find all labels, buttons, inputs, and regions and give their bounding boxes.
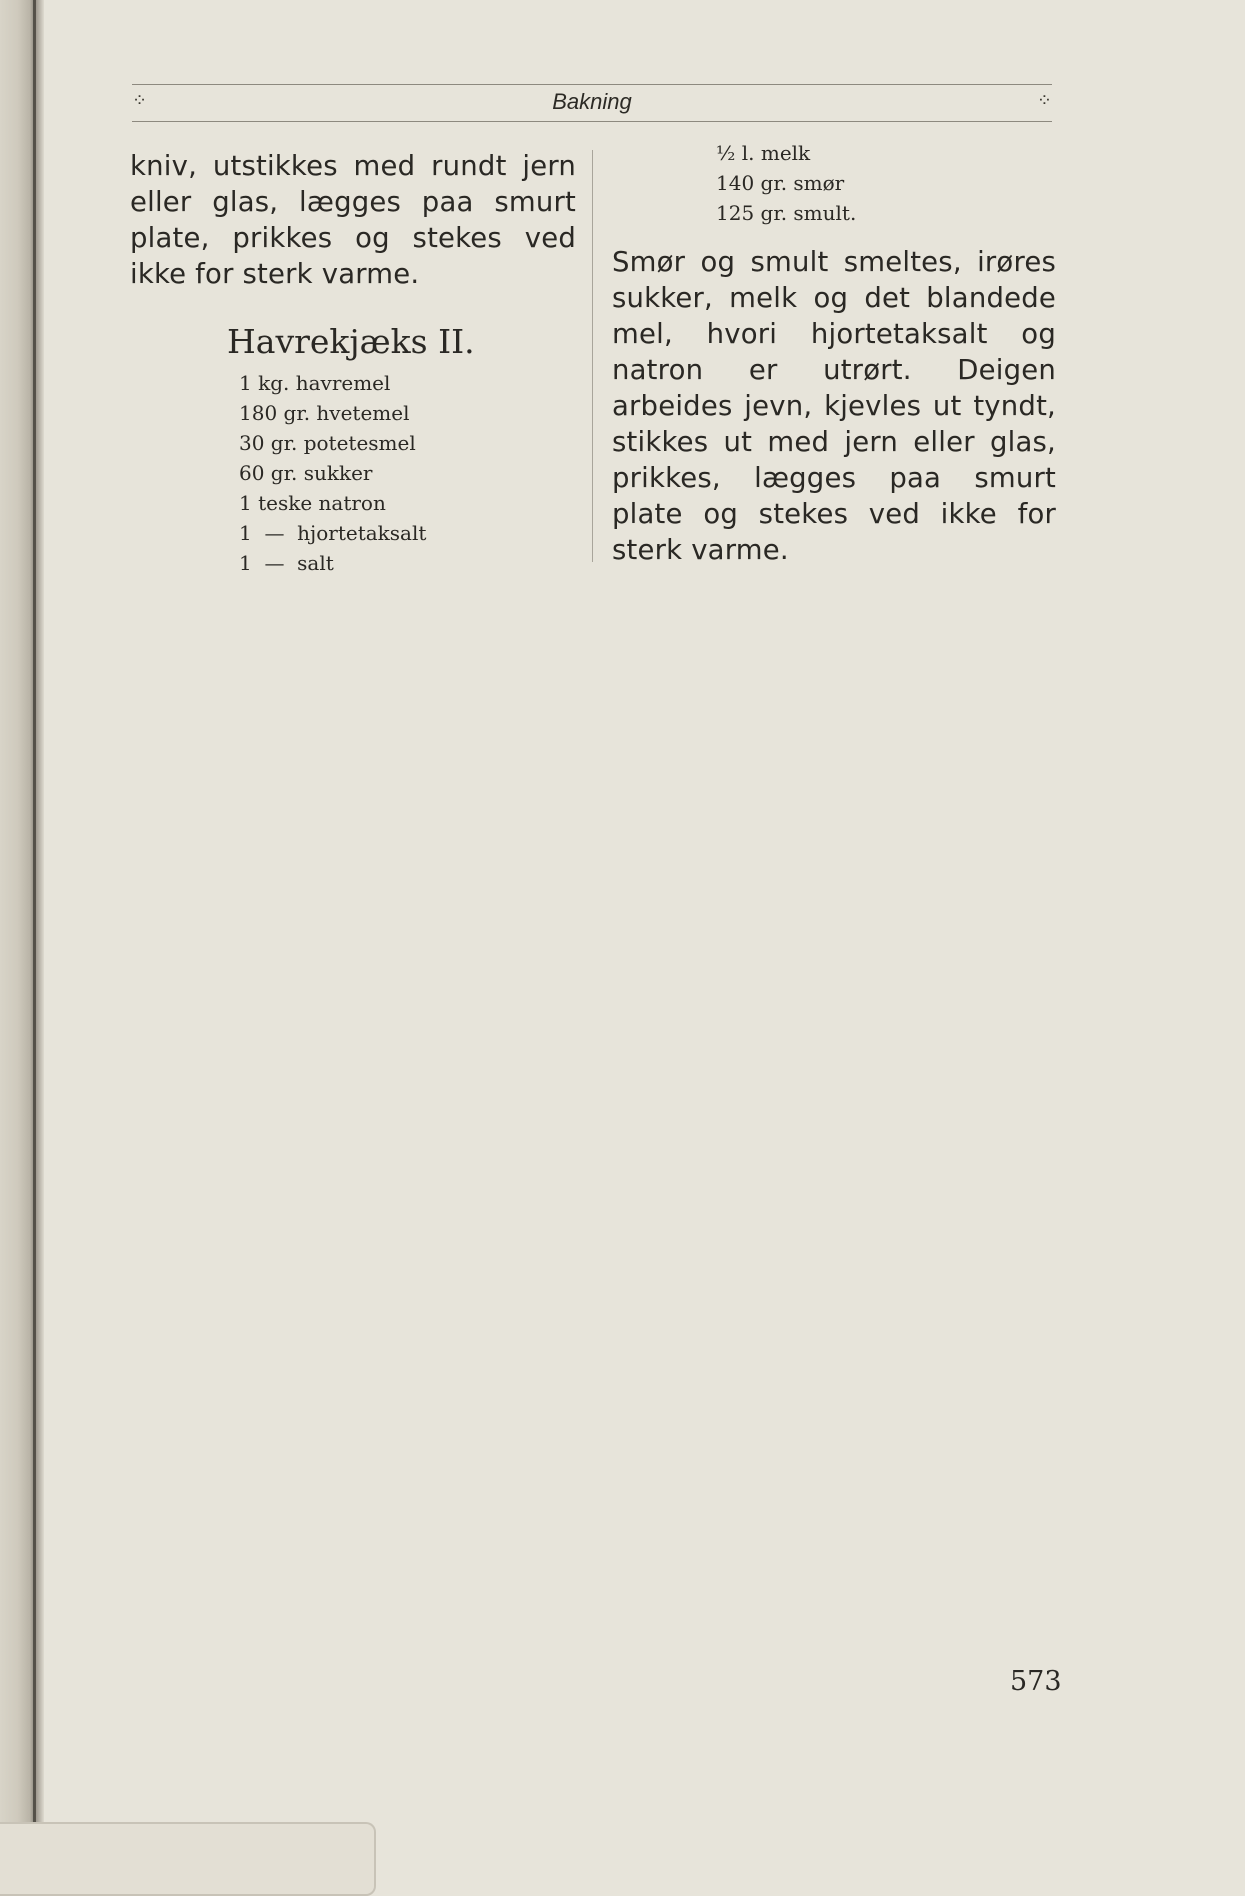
ingredient-list-continued xyxy=(716,138,1056,228)
ingredient-list xyxy=(239,368,576,578)
recipe-title: Havrekjæks II. xyxy=(227,322,475,361)
ingredient-item: ½ l. melk xyxy=(716,141,811,165)
ingredient-item: 60 gr. sukker xyxy=(239,461,373,485)
ingredient-item: 30 gr. potetesmel xyxy=(239,431,416,455)
ingredient-item: 1 — hjortetaksalt xyxy=(239,521,427,545)
ornament-right-icon: ⁘ xyxy=(1036,90,1052,111)
ornament-left-icon: ⁘ xyxy=(132,90,148,111)
ingredient-item: 140 gr. smør xyxy=(716,171,845,195)
method-paragraph: Smør og smult smeltes, irøres sukker, melk og det blandede mel, hvori hjortetaksalt og natron er utrørt. Deigen arbeides jevn, kjevles ut tyndt, stikkes ut med jern eller glas, prikkes, lægges paa smurt plate og stekes ved ikke for sterk varme. xyxy=(612,246,1056,566)
ingredient-item: 1 kg. havremel xyxy=(239,371,391,395)
page-number: 573 xyxy=(1010,1666,1062,1697)
ingredient-item: 180 gr. hvetemel xyxy=(239,401,410,425)
ingredient-item: 1 — salt xyxy=(239,551,334,575)
page-tab xyxy=(0,1822,376,1896)
binding-line xyxy=(33,0,36,1895)
right-column xyxy=(612,141,1056,568)
column-divider xyxy=(592,150,593,562)
ingredient-item: 1 teske natron xyxy=(239,491,386,515)
left-column xyxy=(130,148,576,578)
continued-paragraph: kniv, utstikkes med rundt jern eller glas, lægges paa smurt plate, prikkes og stekes ved ikke for sterk varme. xyxy=(130,150,576,290)
header-title: Bakning xyxy=(552,89,632,114)
ingredient-item: 125 gr. smult. xyxy=(716,201,857,225)
book-gutter xyxy=(0,0,44,1895)
running-header xyxy=(132,84,1052,122)
